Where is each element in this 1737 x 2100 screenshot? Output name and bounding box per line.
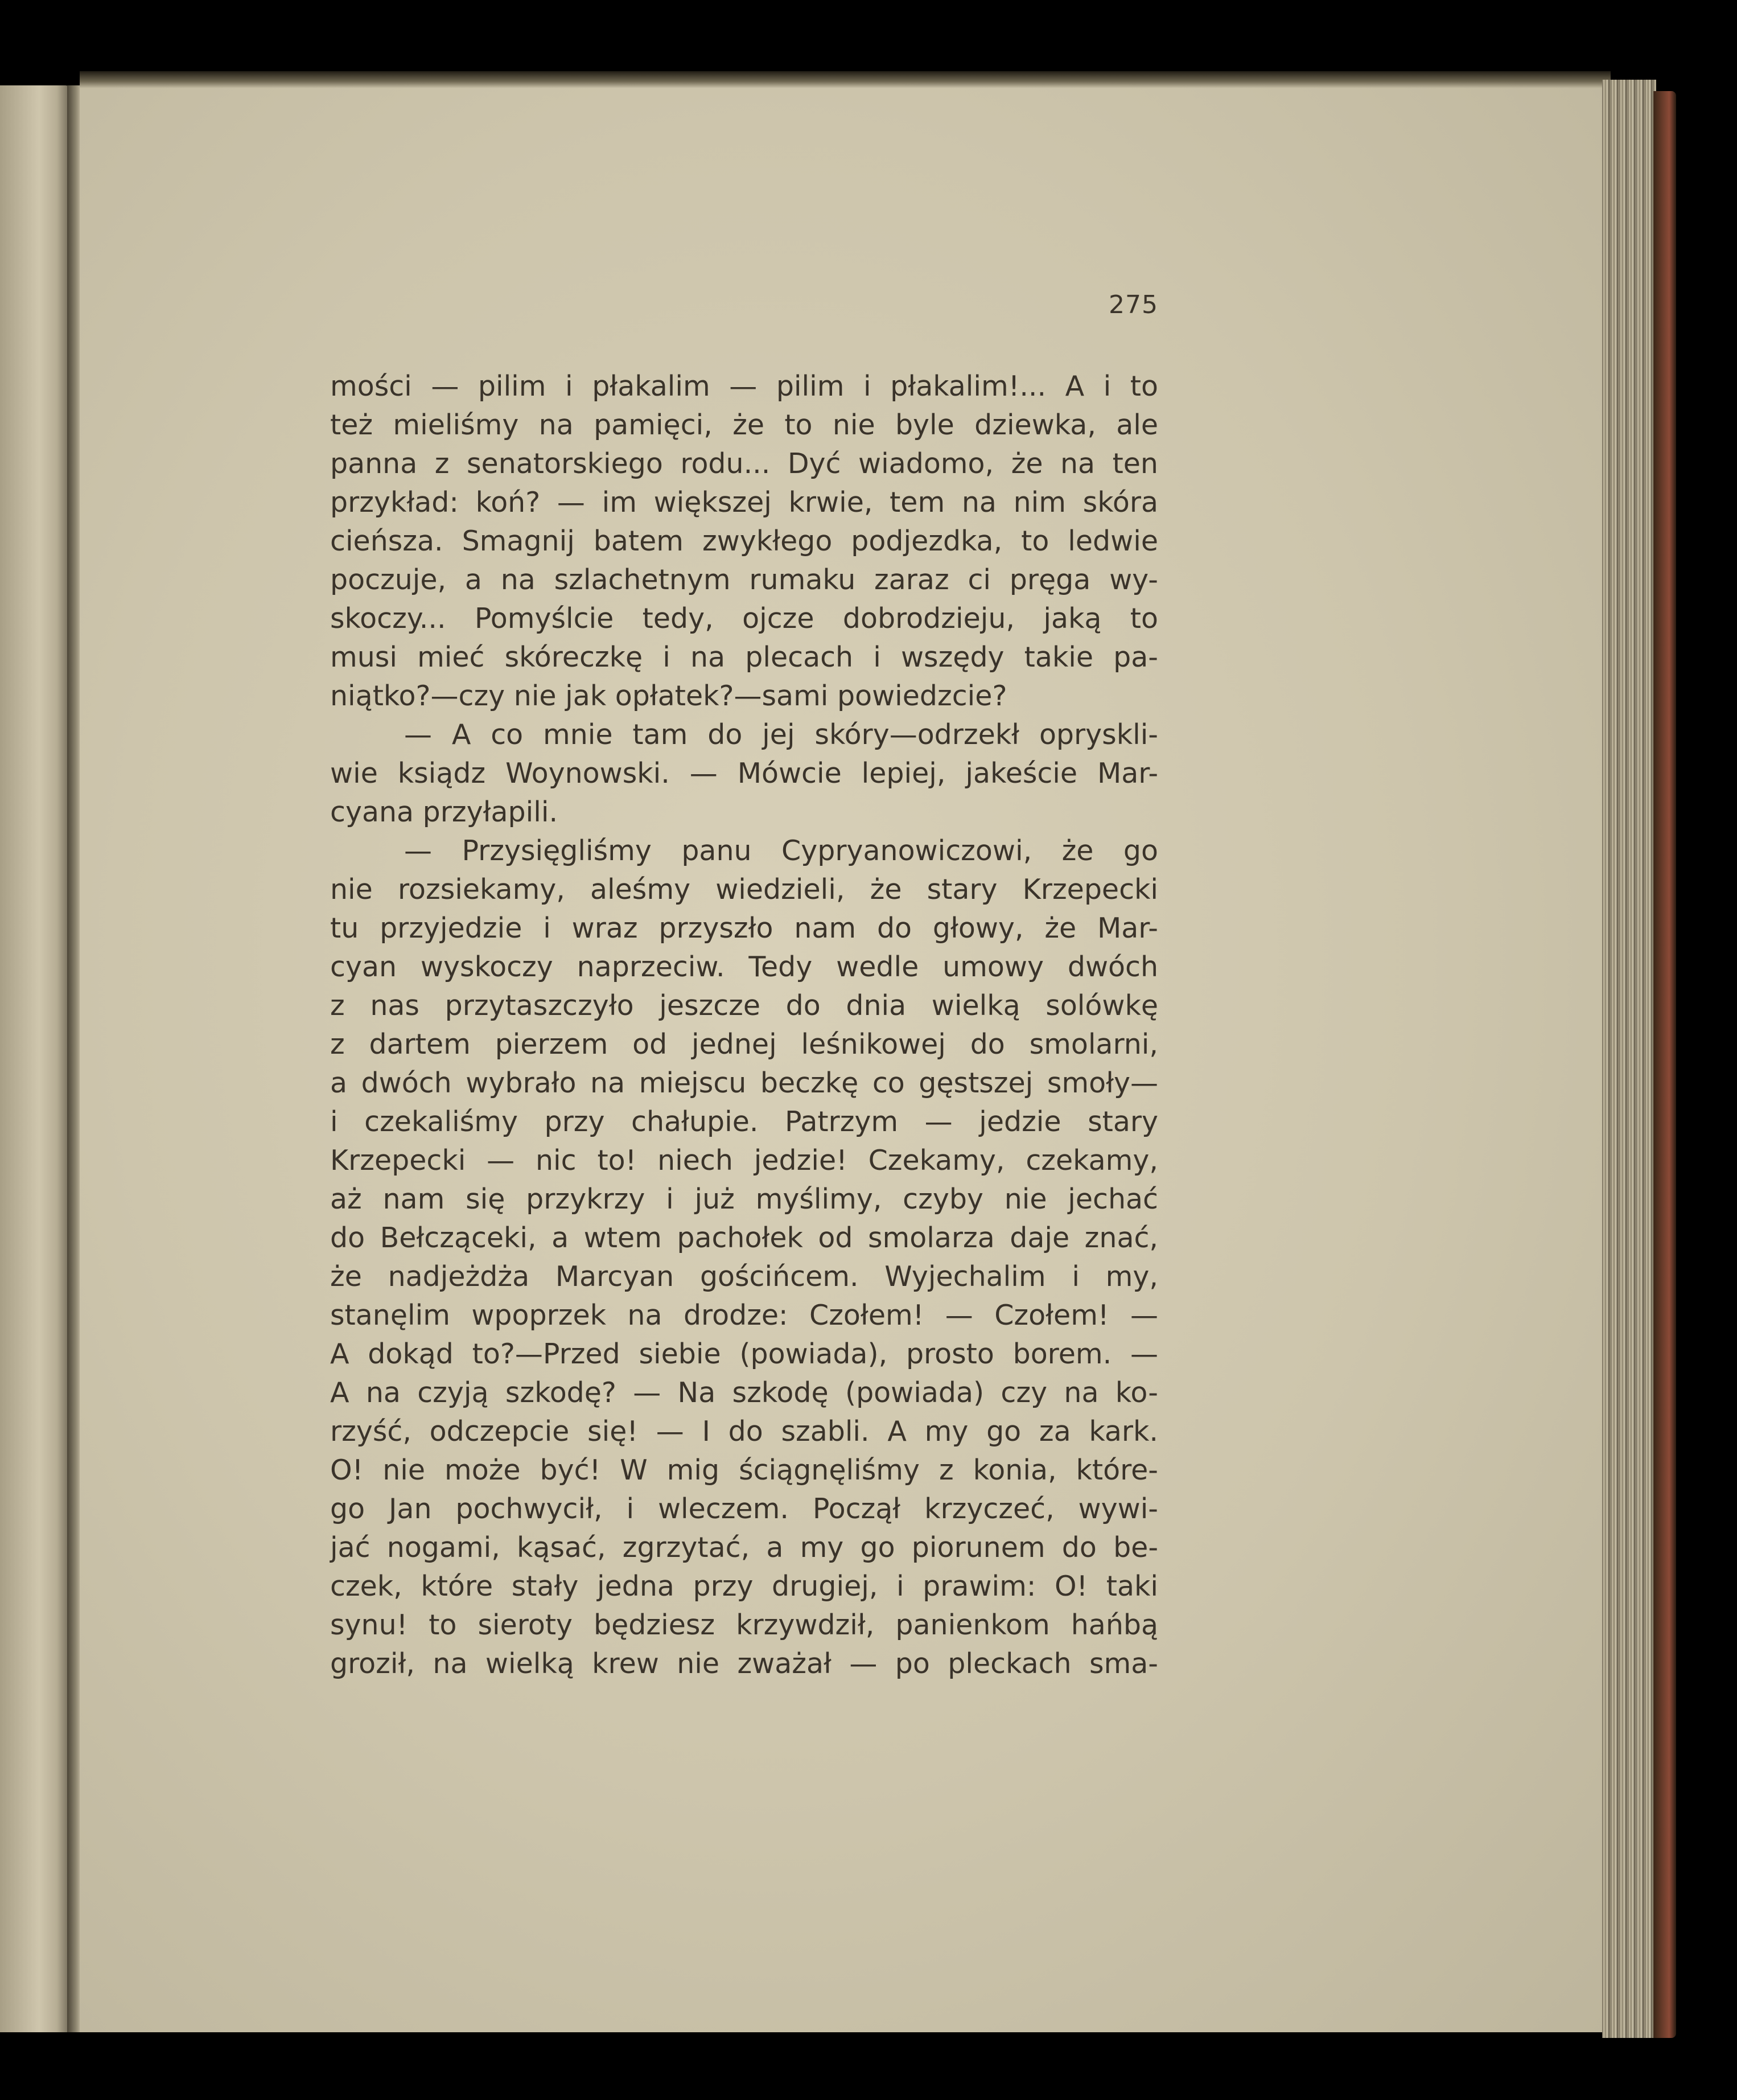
text-line: niątko?—czy nie jak opłatek?—sami powiedzcie?	[330, 680, 1007, 712]
text-line: O! nie może być! W mig ściągnęliśmy z konia, które-	[330, 1454, 1158, 1486]
text-line: skoczy... Pomyślcie tedy, ojcze dobrodzieju, jaką to	[330, 602, 1158, 635]
text-line: przykład: koń? — im większej krwie, tem na nim skóra	[330, 486, 1158, 519]
text-line: mości — pilim i płakalim — pilim i płakalim!... A i to	[330, 370, 1158, 402]
page-top-shadow	[80, 71, 1611, 88]
text-line: cyan wyskoczy naprzeciw. Tedy wedle umowy dwóch	[330, 951, 1158, 983]
text-line: cyana przyłapili.	[330, 796, 558, 828]
text-line: A dokąd to?—Przed siebie (powiada), prosto borem. —	[330, 1338, 1158, 1370]
text-line: cieńsza. Smagnij batem zwykłego podjezdka, to ledwie	[330, 525, 1158, 557]
text-line: poczuje, a na szlachetnym rumaku zaraz ci pręga wy-	[330, 564, 1158, 596]
previous-page-edge	[0, 85, 71, 2032]
page-number: 275	[1109, 290, 1158, 319]
text-line: — Przysięgliśmy panu Cypryanowiczowi, że go	[404, 835, 1158, 867]
text-line: musi mieć skóreczkę i na plecach i wszędy takie pa-	[330, 641, 1158, 673]
text-line: tu przyjedzie i wraz przyszło nam do głowy, że Mar-	[330, 912, 1158, 944]
stacked-page-edges	[1602, 80, 1656, 2038]
text-line: nie rozsiekamy, aleśmy wiedzieli, że stary Krzepecki	[330, 873, 1158, 906]
text-line: aż nam się przykrzy i już myślimy, czyby nie jechać	[330, 1183, 1158, 1215]
text-line: czek, które stały jedna przy drugiej, i prawim: O! taki	[330, 1570, 1158, 1602]
text-line: że nadjeżdża Marcyan gościńcem. Wyjechalim i my,	[330, 1260, 1158, 1293]
text-line: panna z senatorskiego rodu... Dyć wiadomo, że na ten	[330, 447, 1158, 480]
text-line: wie ksiądz Woynowski. — Mówcie lepiej, jakeście Mar-	[330, 757, 1158, 790]
text-line: a dwóch wybrało na miejscu beczkę co gęstszej smoły—	[330, 1067, 1158, 1099]
body-text	[330, 367, 1158, 1683]
text-line: go Jan pochwycił, i wleczem. Począł krzyczeć, wywi-	[330, 1493, 1158, 1525]
text-line: z nas przytaszczyło jeszcze do dnia wielką solówkę	[330, 989, 1158, 1022]
text-line: — A co mnie tam do jej skóry—odrzekł oprysklі-	[404, 718, 1158, 751]
text-line: też mieliśmy na pamięci, że to nie byle dziewka, ale	[330, 409, 1158, 441]
text-line: i czekaliśmy przy chałupie. Patrzym — jedzie stary	[330, 1106, 1158, 1138]
text-line: synu! to sieroty będziesz krzywdził, panienkom hańbą	[330, 1609, 1158, 1641]
text-line: stanęlim wpoprzek na drodze: Czołem! — Czołem! —	[330, 1299, 1158, 1331]
text-line: groził, na wielką krew nie zważał — po pleckach sma-	[330, 1647, 1158, 1680]
text-line: A na czyją szkodę? — Na szkodę (powiada) czy na ko-	[330, 1376, 1158, 1409]
text-line: z dartem pierzem od jednej leśnikowej do smolarni,	[330, 1028, 1158, 1061]
text-line: jać nogami, kąsać, zgrzytać, a my go piorunem do be-	[330, 1531, 1158, 1564]
text-line: do Bełcząceki, a wtem pachołek od smolarza daje znać,	[330, 1222, 1158, 1254]
text-line: rzyść, odczepcie się! — I do szabli. A my go za kark.	[330, 1415, 1158, 1448]
text-line: Krzepecki — nic to! niech jedzie! Czekamy, czekamy,	[330, 1144, 1158, 1177]
book-cover-edge	[1653, 91, 1676, 2038]
